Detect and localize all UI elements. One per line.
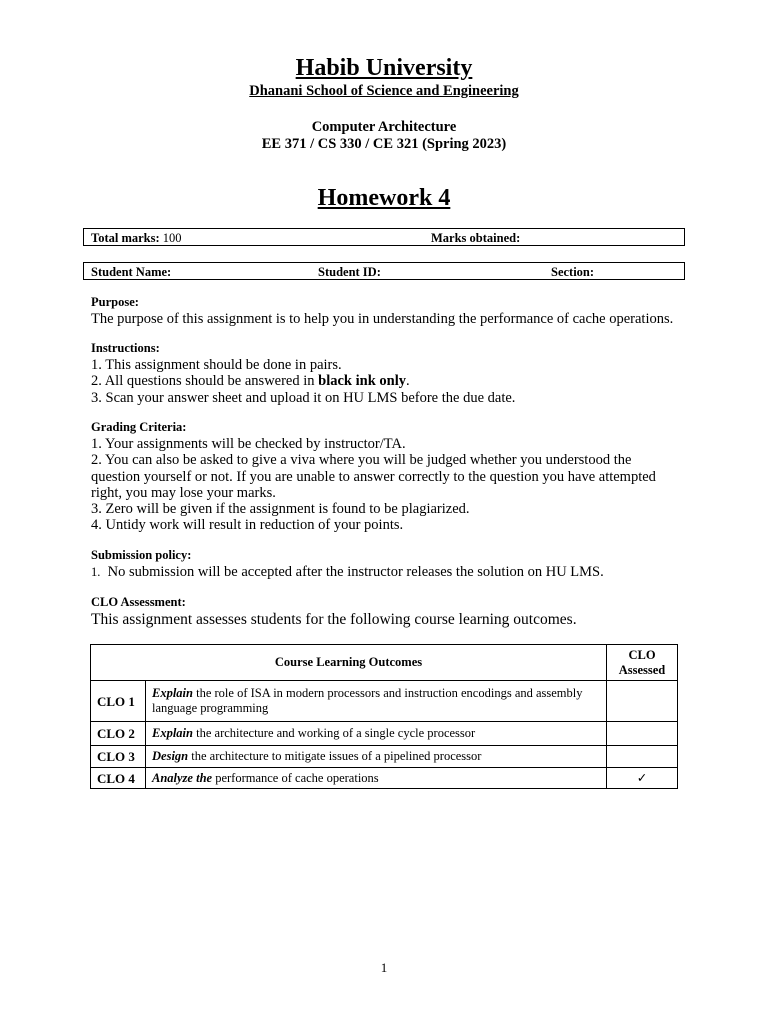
instruction-item-2-prefix: 2. All questions should be answered in	[91, 373, 319, 390]
clo-assessment-section	[91, 595, 691, 628]
table-row	[91, 768, 678, 789]
clo-verb: Analyze the	[152, 770, 213, 785]
submission-heading: Submission policy:	[91, 548, 192, 562]
clo-table	[90, 644, 678, 789]
total-marks	[91, 229, 182, 247]
purpose-text: The purpose of this assignment is to help you in understanding the performance of cache operations.	[91, 311, 674, 327]
clo-text: the role of ISA in modern processors and instruction encodings and assembly language programming	[152, 686, 583, 715]
instruction-item-3: 3. Scan your answer sheet and upload it on HU LMS before the due date.	[91, 389, 516, 406]
submission-item-number: 1.	[91, 565, 101, 579]
student-name-label: Student Name:	[91, 265, 172, 279]
col-outcomes-header: Course Learning Outcomes	[91, 645, 607, 681]
instruction-item-1: 1. This assignment should be done in pairs.	[91, 357, 342, 373]
clo-description	[146, 746, 607, 768]
purpose-section	[91, 295, 691, 327]
grading-item-3: 3. Zero will be given if the assignment is found to be plagiarized.	[91, 501, 470, 518]
course-name: Computer Architecture	[311, 119, 457, 135]
table-row	[91, 746, 678, 768]
col-assessed-line1: CLO	[628, 647, 656, 662]
clo-verb: Explain	[152, 726, 193, 740]
grading-item-2: 2. You can also be asked to give a viva where you will be judged whether you understood the question yourself or not. If you are unable to answer correctly to the question you have attempted right, you may lose your marks.	[91, 452, 656, 501]
course-codes: EE 371 / CS 330 / CE 321 (Spring 2023)	[261, 136, 507, 152]
clo-id: CLO 4	[91, 768, 146, 789]
clo-text: the architecture to mitigate issues of a pipelined processor	[188, 749, 482, 763]
instruction-item-2-suffix: .	[406, 373, 410, 390]
submission-section	[91, 548, 691, 580]
clo-assessment-heading: CLO Assessment:	[91, 595, 186, 609]
marks-box	[83, 228, 685, 246]
university-title: Habib University	[295, 55, 473, 81]
clo-check	[607, 746, 678, 768]
student-id-label: Student ID:	[318, 265, 381, 279]
col-assessed-header	[607, 645, 678, 681]
assignment-title: Homework 4	[317, 185, 451, 211]
total-marks-value: 100	[162, 231, 182, 245]
col-assessed-line2: Assessed	[618, 662, 666, 677]
grading-section	[91, 420, 691, 534]
clo-verb: Design	[152, 749, 189, 763]
purpose-heading: Purpose:	[91, 295, 139, 309]
clo-description	[146, 722, 607, 746]
clo-id: CLO 3	[91, 746, 146, 768]
instructions-section	[91, 341, 691, 406]
school-name: Dhanani School of Science and Engineering	[249, 83, 519, 99]
clo-text: performance of cache operations	[212, 770, 379, 785]
grading-heading: Grading Criteria:	[91, 420, 187, 434]
table-row	[91, 681, 678, 722]
clo-description	[146, 768, 607, 789]
instruction-item-2-bold: black ink only	[318, 373, 406, 390]
course-info	[0, 119, 768, 153]
grading-item-4: 4. Untidy work will result in reduction of your points.	[91, 517, 404, 534]
section-label: Section:	[551, 265, 595, 279]
submission-item-text: No submission will be accepted after the instructor releases the solution on HU LMS.	[107, 564, 604, 580]
table-row	[91, 722, 678, 746]
clo-assessment-text: This assignment assesses students for the following course learning outcomes.	[91, 611, 577, 628]
grading-item-1: 1. Your assignments will be checked by instructor/TA.	[91, 436, 406, 452]
clo-id: CLO 2	[91, 722, 146, 746]
submission-item	[91, 564, 691, 580]
clo-check	[607, 681, 678, 722]
clo-text: the architecture and working of a single cycle processor	[193, 726, 476, 740]
checkmark-icon: ✓	[607, 768, 678, 789]
clo-verb: Explain	[152, 686, 193, 700]
clo-description	[146, 681, 607, 722]
total-marks-label: Total marks:	[91, 231, 160, 245]
student-box	[83, 262, 685, 280]
instructions-heading: Instructions:	[91, 341, 160, 355]
clo-table-header	[91, 645, 678, 681]
page-number: 1	[380, 960, 388, 975]
marks-obtained-label: Marks obtained:	[431, 231, 521, 245]
clo-check	[607, 722, 678, 746]
clo-id: CLO 1	[91, 681, 146, 722]
instruction-item-2	[91, 373, 691, 389]
